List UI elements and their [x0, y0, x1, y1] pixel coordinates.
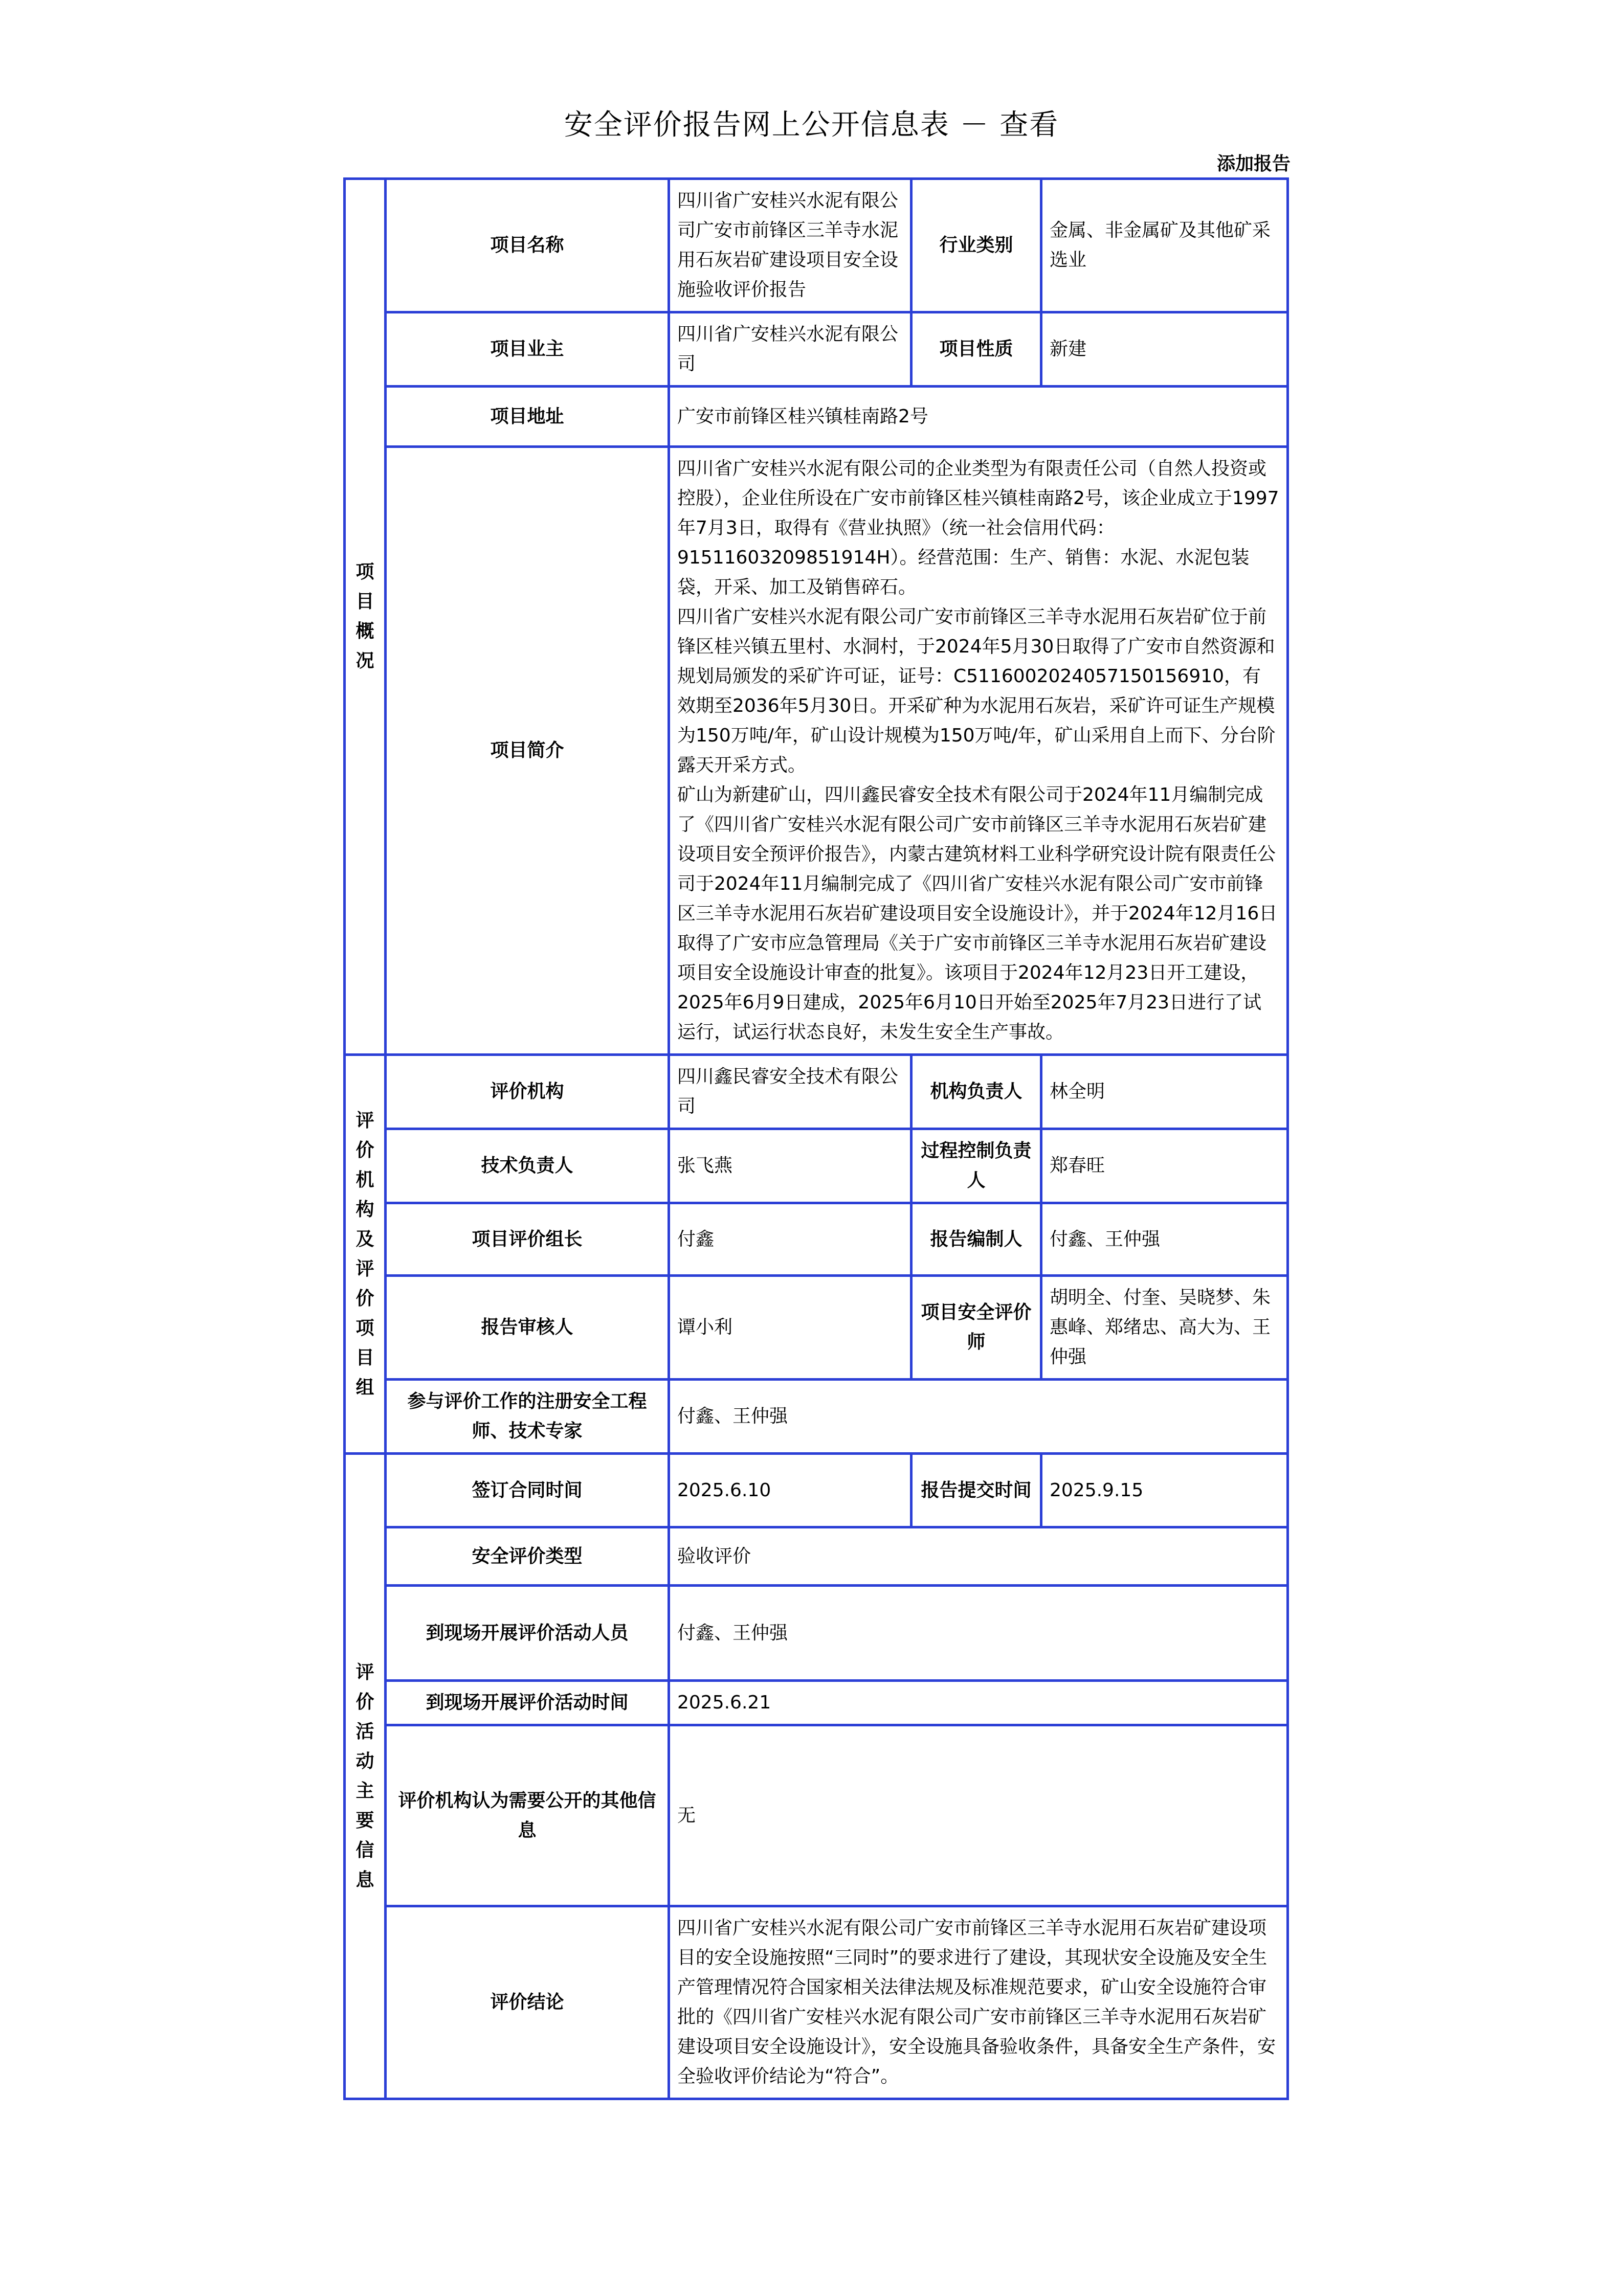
leader-label: 项目评价组长 [386, 1203, 669, 1276]
org-head-value: 林全明 [1041, 1055, 1288, 1129]
org-head-label: 机构负责人 [911, 1055, 1041, 1129]
row-other [345, 1725, 1288, 1906]
row-type [345, 1527, 1288, 1586]
submit-value: 2025.9.15 [1041, 1454, 1288, 1527]
engineers-label: 参与评价工作的注册安全工程师、技术专家 [386, 1380, 669, 1454]
evaluators-value: 胡明全、付奎、吴晓梦、朱惠峰、郑绪忠、高大为、王仲强 [1041, 1276, 1288, 1380]
reviewer-value: 谭小利 [669, 1276, 911, 1380]
row-onsite-time [345, 1681, 1288, 1725]
onsite-people-value: 付鑫、王仲强 [669, 1586, 1288, 1681]
conclusion-label: 评价结论 [386, 1906, 669, 2099]
conclusion-value: 四川省广安桂兴水泥有限公司广安市前锋区三羊寺水泥用石灰岩矿建设项目的安全设施按照“三同时”的要求进行了建设，其现状安全设施及安全生产管理情况符合国家相关法律法规及标准规范要求，矿山安全设施符合审批的《四川省广安桂兴水泥有限公司广安市前锋区三羊寺水泥用石灰岩矿建设项目安全设施设计》，安全设施具备验收条件，具备安全生产条件，安全验收评价结论为“符合”。 [669, 1906, 1288, 2099]
process-lead-label: 过程控制负责人 [911, 1129, 1041, 1203]
row-contract [345, 1454, 1288, 1527]
row-tech-lead [345, 1129, 1288, 1203]
process-lead-value: 郑春旺 [1041, 1129, 1288, 1203]
project-name-label: 项目名称 [386, 179, 669, 312]
onsite-people-label: 到现场开展评价活动人员 [386, 1586, 669, 1681]
intro-paragraph: 矿山为新建矿山，四川鑫民睿安全技术有限公司于2024年11月编制完成了《四川省广安桂兴水泥有限公司广安市前锋区三羊寺水泥用石灰岩矿建设项目安全预评价报告》，内蒙古建筑材料工业科学研究设计院有限责任公司于2024年11月编制完成了《四川省广安桂兴水泥有限公司广安市前锋区三羊寺水泥用石灰岩矿建设项目安全设施设计》，并于2024年12月16日取得了广安市应急管理局《关于广安市前锋区三羊寺水泥用石灰岩矿建设项目安全设施设计审查的批复》。该项目于2024年12月23日开工建设，2025年6月9日建成，2025年6月10日开始至2025年7月23日进行了试运行，试运行状态良好，未发生安全生产事故。 [677, 784, 1278, 1043]
leader-value: 付鑫 [669, 1203, 911, 1276]
row-engineers [345, 1380, 1288, 1454]
section-activity: 评价活动主要信息 [345, 1454, 386, 2099]
section-team: 评价机构及评价项目组 [345, 1055, 386, 1454]
type-label: 安全评价类型 [386, 1527, 669, 1586]
row-onsite-people [345, 1586, 1288, 1681]
owner-value: 四川省广安桂兴水泥有限公司 [669, 312, 911, 387]
intro-paragraph: 四川省广安桂兴水泥有限公司的企业类型为有限责任公司（自然人投资或控股），企业住所设在广安市前锋区桂兴镇桂南路2号，该企业成立于1997年7月3日，取得有《营业执照》（统一社会信用代码：91511603209851914H）。经营范围：生产、销售：水泥、水泥包装袋，开采、加工及销售碎石。 [677, 458, 1279, 598]
nature-label: 项目性质 [911, 312, 1041, 387]
address-label: 项目地址 [386, 387, 669, 447]
intro-value [669, 447, 1288, 1055]
onsite-time-label: 到现场开展评价活动时间 [386, 1681, 669, 1725]
row-intro [345, 447, 1288, 1055]
reviewer-label: 报告审核人 [386, 1276, 669, 1380]
row-org [345, 1055, 1288, 1129]
page-title: 安全评价报告网上公开信息表 － 查看 [564, 108, 1059, 142]
org-label: 评价机构 [386, 1055, 669, 1129]
type-value: 验收评价 [669, 1527, 1288, 1586]
row-project-name [345, 179, 1288, 312]
engineers-value: 付鑫、王仲强 [669, 1380, 1288, 1454]
other-value: 无 [669, 1725, 1288, 1906]
writer-label: 报告编制人 [911, 1203, 1041, 1276]
evaluators-label: 项目安全评价师 [911, 1276, 1041, 1380]
row-reviewer [345, 1276, 1288, 1380]
industry-value: 金属、非金属矿及其他矿采选业 [1041, 179, 1288, 312]
project-name-value: 四川省广安桂兴水泥有限公司广安市前锋区三羊寺水泥用石灰岩矿建设项目安全设施验收评价报告 [669, 179, 911, 312]
org-value: 四川鑫民睿安全技术有限公司 [669, 1055, 911, 1129]
add-report-link[interactable]: 添加报告 [1216, 153, 1291, 174]
row-address [345, 387, 1288, 447]
owner-label: 项目业主 [386, 312, 669, 387]
intro-paragraph: 四川省广安桂兴水泥有限公司广安市前锋区三羊寺水泥用石灰岩矿位于前锋区桂兴镇五里村、水洞村，于2024年5月30日取得了广安市自然资源和规划局颁发的采矿许可证，证号：C5116002024057150156910，有效期至2036年5月30日。开采矿种为水泥用石灰岩，采矿许可证生产规模为150万吨/年，矿山设计规模为150万吨/年，矿山采用自上而下、分台阶露天开采方式。 [677, 606, 1276, 776]
row-leader [345, 1203, 1288, 1276]
contract-label: 签订合同时间 [386, 1454, 669, 1527]
section-overview: 项目概况 [345, 179, 386, 1055]
writer-value: 付鑫、王仲强 [1041, 1203, 1288, 1276]
intro-label: 项目简介 [386, 447, 669, 1055]
contract-value: 2025.6.10 [669, 1454, 911, 1527]
industry-label: 行业类别 [911, 179, 1041, 312]
submit-label: 报告提交时间 [911, 1454, 1041, 1527]
onsite-time-value: 2025.6.21 [669, 1681, 1288, 1725]
tech-lead-value: 张飞燕 [669, 1129, 911, 1203]
tech-lead-label: 技术负责人 [386, 1129, 669, 1203]
other-label: 评价机构认为需要公开的其他信息 [386, 1725, 669, 1906]
row-owner [345, 312, 1288, 387]
info-table [343, 177, 1289, 2100]
address-value: 广安市前锋区桂兴镇桂南路2号 [669, 387, 1288, 447]
nature-value: 新建 [1041, 312, 1288, 387]
row-conclusion [345, 1906, 1288, 2099]
